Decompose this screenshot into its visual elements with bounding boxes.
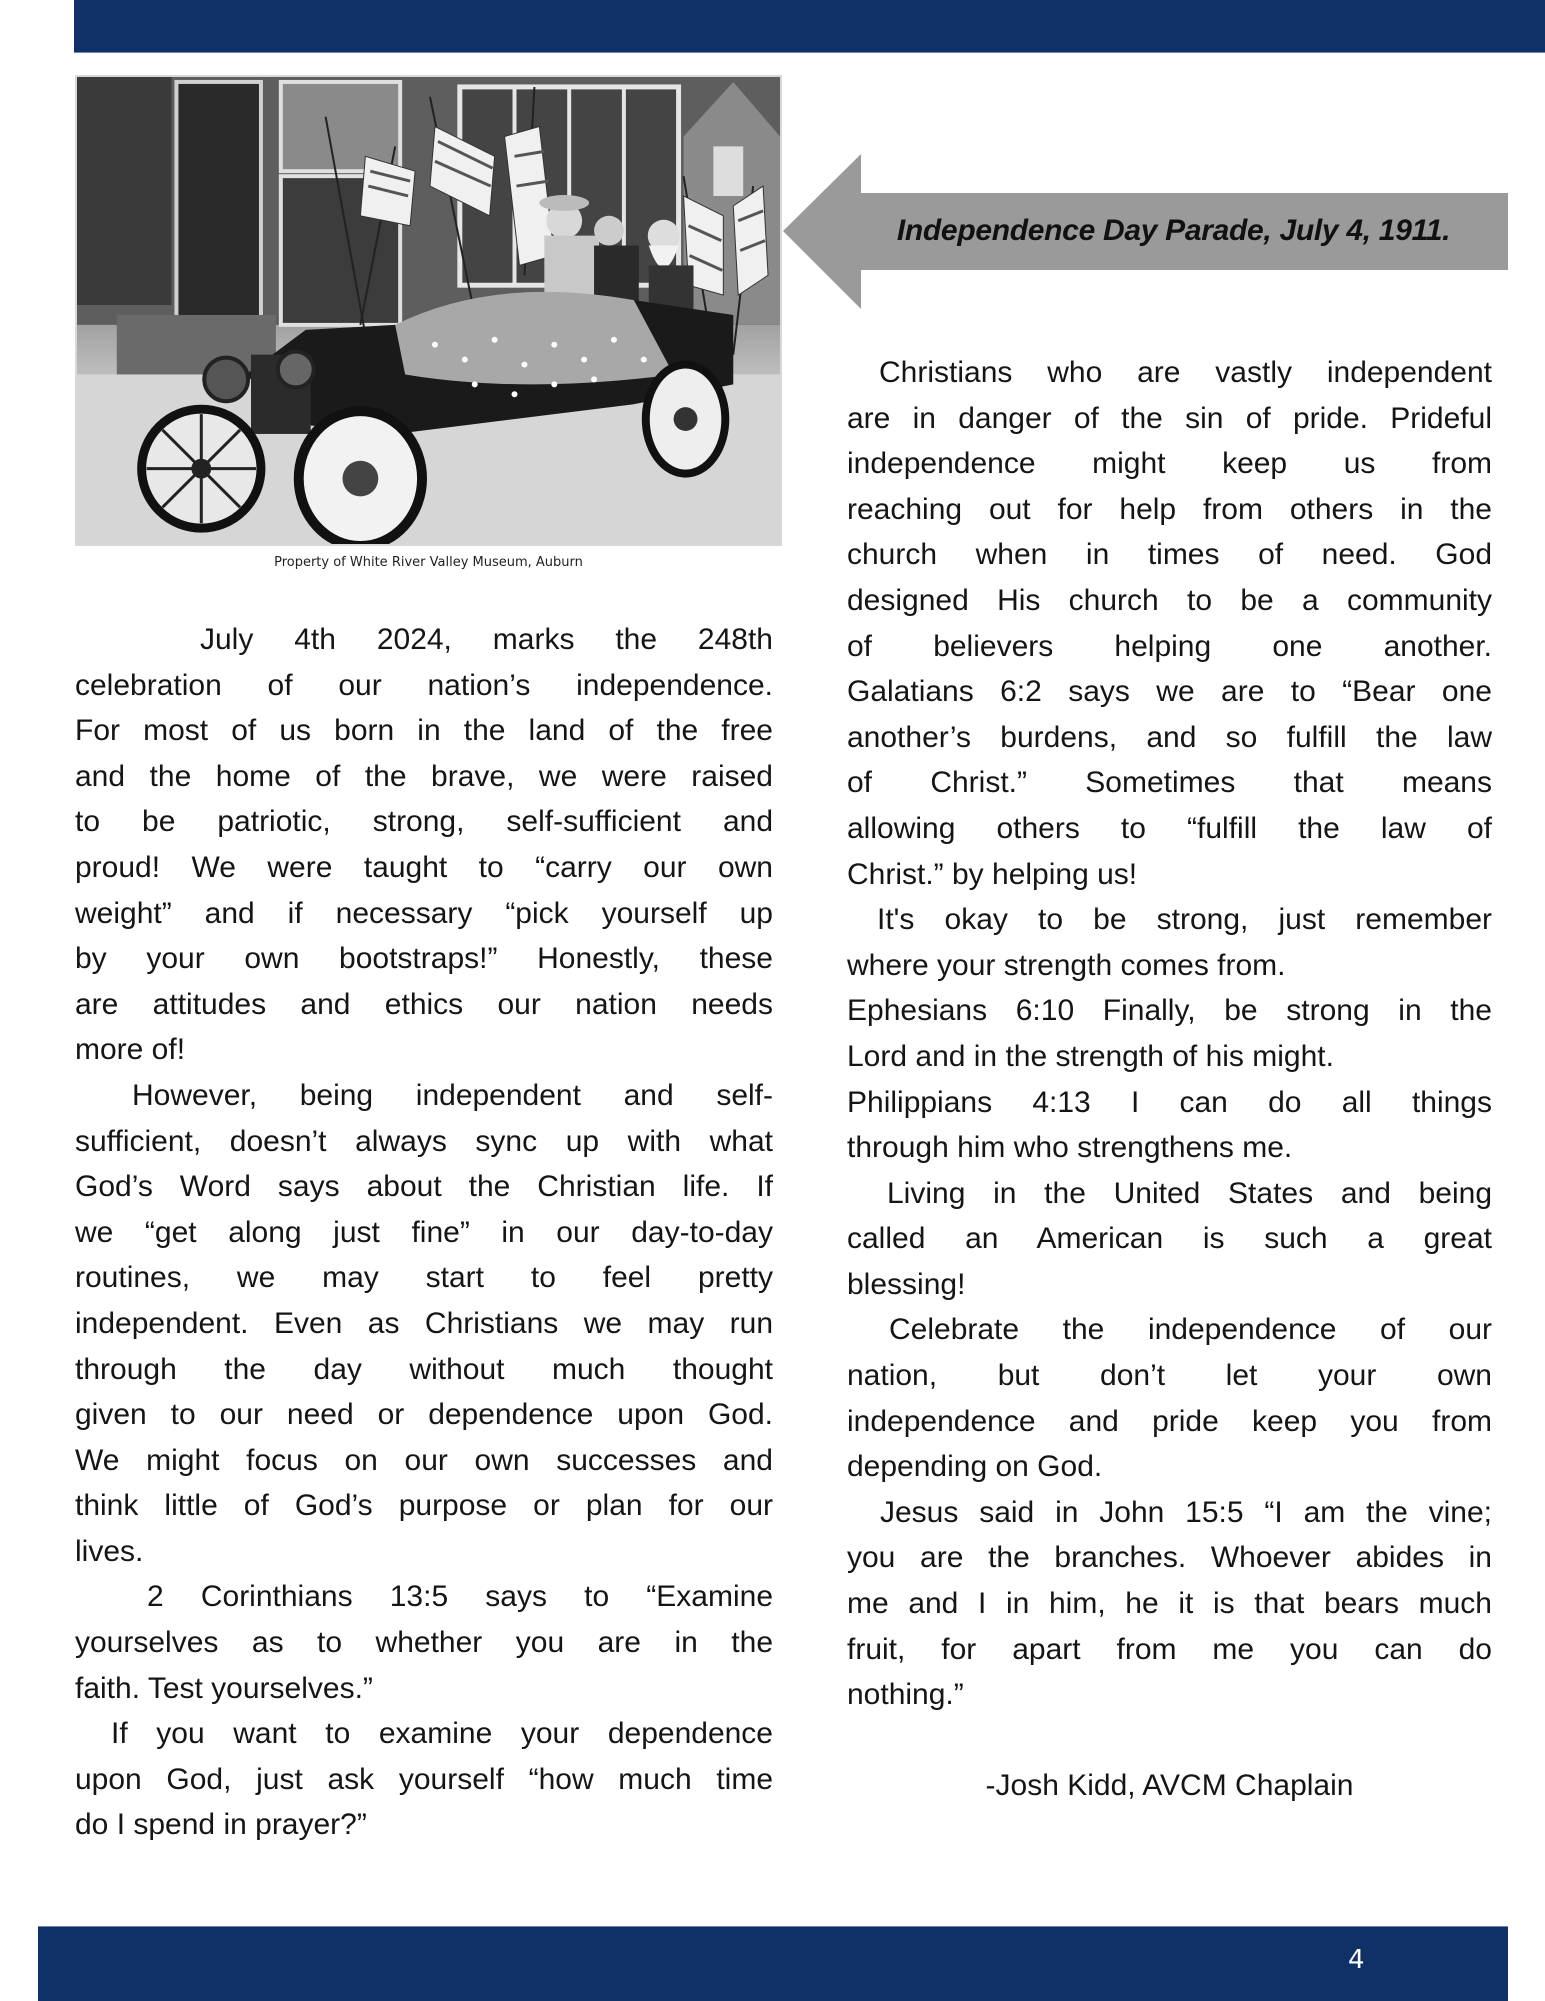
text-line: depending on God.: [847, 1450, 1103, 1484]
text-line: you are the branches. Whoever abides in: [847, 1541, 1492, 1575]
text-line: 2 Corinthians 13:5 says to “Examine: [147, 1580, 773, 1614]
text-line: We might focus on our own successes and: [75, 1443, 773, 1477]
text-line: Philippians 4:13 I can do all things: [847, 1085, 1492, 1119]
photo-credit: Property of White River Valley Museum, Auburn: [274, 555, 583, 570]
text-line: to be patriotic, strong, self-sufficient and: [75, 805, 773, 839]
page-number: 4: [1348, 1945, 1365, 1975]
text-line: through the day without much thought: [75, 1352, 773, 1386]
text-line: blessing!: [847, 1267, 966, 1301]
text-line: upon God, just ask yourself “how much time: [75, 1762, 773, 1796]
text-line: by your own bootstraps!” Honestly, these: [75, 942, 773, 976]
parade-photo: [75, 75, 782, 546]
text-line: If you want to examine your dependence: [111, 1717, 773, 1751]
text-line: given to our need or dependence upon God.: [75, 1398, 773, 1432]
text-line: God’s Word says about the Christian life. If: [75, 1170, 773, 1204]
text-line: It's okay to be strong, just remember: [877, 903, 1492, 937]
text-line: weight” and if necessary “pick yourself up: [75, 896, 773, 930]
text-line: independence and pride keep you from: [847, 1404, 1492, 1438]
photo-caption: Independence Day Parade, July 4, 1911.: [896, 213, 1451, 247]
text-line: me and I in him, he it is that bears much: [847, 1587, 1492, 1621]
text-line: where your strength comes from.: [847, 948, 1286, 982]
text-line: nothing.”: [847, 1678, 964, 1712]
text-line: Jesus said in John 15:5 “I am the vine;: [880, 1495, 1492, 1529]
caption-arrow: [783, 154, 1509, 310]
text-line: independence might keep us from: [847, 447, 1492, 481]
text-line: July 4th 2024, marks the 248th: [200, 623, 773, 656]
text-line: of believers helping one another.: [847, 629, 1492, 663]
article-right-column: [847, 350, 1492, 1809]
text-line: allowing others to “fulfill the law of: [847, 811, 1492, 845]
author-signature: -Josh Kidd, AVCM Chaplain: [985, 1769, 1354, 1803]
text-line: Ephesians 6:10 Finally, be strong in the: [847, 994, 1492, 1028]
text-line: more of!: [75, 1033, 186, 1067]
text-line: designed His church to be a community: [847, 583, 1492, 617]
text-line: yourselves as to whether you are in the: [75, 1626, 773, 1660]
text-line: nation, but don’t let your own: [847, 1359, 1492, 1393]
text-line: Galatians 6:2 says we are to “Bear one: [847, 675, 1492, 709]
text-line: Christians who are vastly independent: [879, 356, 1492, 389]
text-line: another’s burdens, and so fulfill the law: [847, 720, 1492, 754]
footer-band: [38, 1926, 1508, 2001]
text-line: are attitudes and ethics our nation needs: [75, 987, 773, 1021]
text-line: we “get along just fine” in our day-to-day: [75, 1215, 773, 1249]
text-line: celebration of our nation’s independence.: [75, 668, 773, 702]
text-line: lives.: [75, 1534, 144, 1568]
text-line: fruit, for apart from me you can do: [847, 1632, 1492, 1666]
text-line: of Christ.” Sometimes that means: [847, 766, 1492, 800]
text-line: reaching out for help from others in the: [847, 492, 1492, 526]
text-line: proud! We were taught to “carry our own: [75, 850, 773, 884]
text-line: church when in times of need. God: [847, 538, 1492, 572]
header-band: [74, 0, 1545, 53]
text-line: For most of us born in the land of the free: [75, 714, 773, 748]
text-line: think little of God’s purpose or plan for our: [75, 1489, 773, 1523]
text-line: However, being independent and self-: [132, 1078, 773, 1112]
text-line: Christ.” by helping us!: [847, 857, 1138, 891]
text-line: Lord and in the strength of his might.: [847, 1039, 1334, 1073]
text-line: faith. Test yourselves.”: [75, 1671, 373, 1705]
spacer: [847, 1718, 1492, 1764]
text-line: routines, we may start to feel pretty: [75, 1261, 773, 1295]
text-line: independent. Even as Christians we may run: [75, 1306, 773, 1340]
vintage-car-photo-illustration: [77, 77, 780, 544]
text-line: through him who strengthens me.: [847, 1131, 1293, 1165]
text-line: are in danger of the sin of pride. Prideful: [847, 401, 1492, 435]
text-line: and the home of the brave, we were raised: [75, 759, 773, 793]
text-line: do I spend in prayer?”: [75, 1808, 367, 1842]
text-line: Living in the United States and being: [887, 1176, 1492, 1210]
text-line: Celebrate the independence of our: [889, 1313, 1492, 1347]
text-line: called an American is such a great: [847, 1222, 1492, 1256]
text-line: sufficient, doesn’t always sync up with what: [75, 1124, 773, 1158]
article-left-column: [75, 617, 773, 1848]
